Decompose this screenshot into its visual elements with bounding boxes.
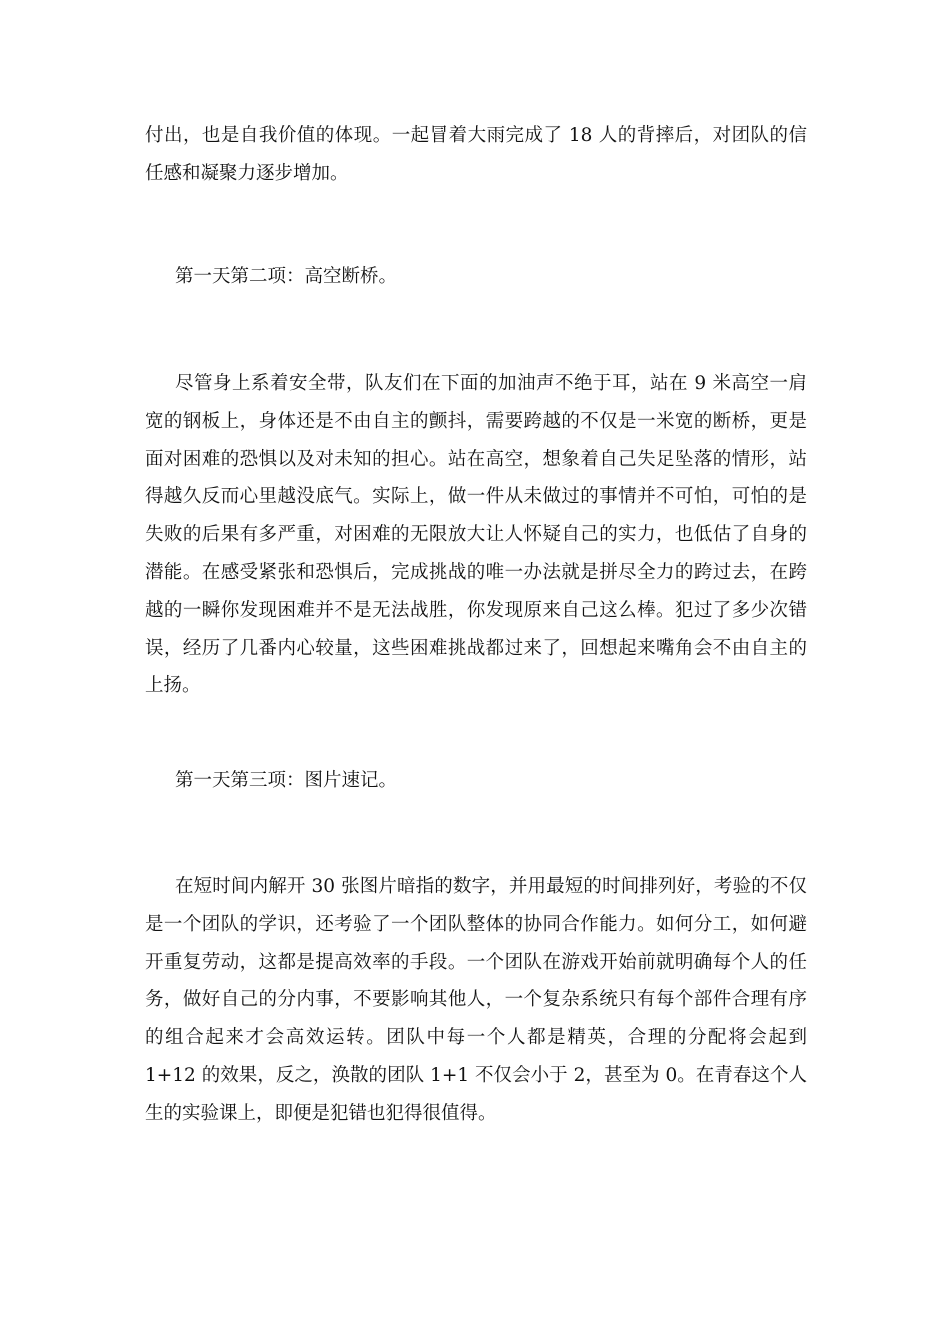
section-heading-high-altitude-bridge: 第一天第二项：高空断桥。: [175, 266, 398, 287]
section-heading-picture-memory: 第一天第三项：图片速记。: [175, 770, 398, 791]
paragraph-high-altitude-bridge: 尽管身上系着安全带，队友们在下面的加油声不绝于耳，站在 9 米高空一肩宽的钢板上，身体还是不由自主的颤抖，需要跨越的不仅是一米宽的断桥，更是面对困难的恐惧以及对未知的担心。站在高空，想象着自己失足坠落的情形，站得越久反而心里越没底气。实际上，做一件从未做过的事情并不可怕，可怕的是失败的后果有多严重，对困难的无限放大让人怀疑自己的实力，也低估了自身的潜能。在感受紧张和恐惧后，完成挑战的唯一办法就是拼尽全力的跨过去，在跨越的一瞬你发现困难并不是无法战胜，你发现原来自己这么棒。犯过了多少次错误，经历了几番内心较量，这些困难挑战都过来了，回想起来嘴角会不由自主的上扬。: [145, 373, 807, 697]
paragraph-continuation: 付出，也是自我价值的体现。一起冒着大雨完成了 18 人的背摔后，对团队的信任感和凝聚力逐步增加。: [145, 125, 807, 184]
paragraph-picture-memory: 在短时间内解开 30 张图片暗指的数字，并用最短的时间排列好，考验的不仅是一个团队的学识，还考验了一个团队整体的协同合作能力。如何分工，如何避开重复劳动，这都是提高效率的手段。一个团队在游戏开始前就明确每个人的任务，做好自己的分内事，不要影响其他人，一个复杂系统只有每个部件合理有序的组合起来才会高效运转。团队中每一个人都是精英，合理的分配将会起到 1+12 的效果，反之，涣散的团队 1+1 不仅会小于 2，甚至为 0。在青春这个人生的实验课上，即便是犯错也犯得很值得。: [145, 876, 807, 1124]
